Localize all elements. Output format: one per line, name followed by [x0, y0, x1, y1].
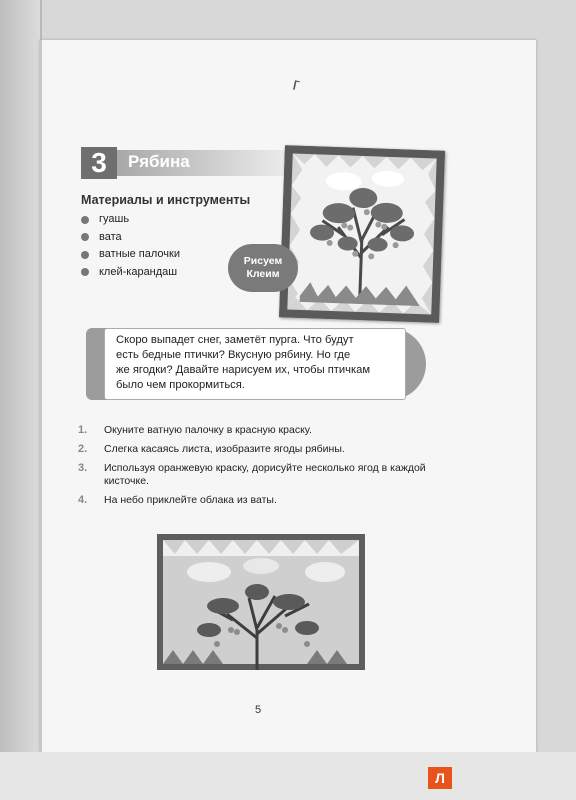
- intro-line: же ягодки? Давайте нарисуем их, чтобы птичкам: [116, 364, 371, 376]
- step-number: 3.: [78, 462, 88, 474]
- lesson-number: 3: [81, 147, 117, 179]
- instruction-steps: [78, 424, 478, 513]
- bullet-icon: [81, 268, 89, 276]
- materials-list: [81, 211, 180, 281]
- step-number: 2.: [78, 443, 88, 455]
- finished-work-photo: [157, 534, 365, 670]
- list-item: [81, 264, 180, 282]
- stray-pen-mark: г: [291, 73, 302, 95]
- step-number: 4.: [78, 494, 88, 506]
- step-text: Используя оранжевую краску, дорисуйте несколько ягод в каждой кисточке.: [104, 462, 426, 487]
- draw-glue-badge: [228, 244, 298, 292]
- material-label: ватные палочки: [99, 248, 180, 260]
- step-item: [78, 443, 478, 456]
- list-item: [81, 211, 180, 229]
- step-text: Окуните ватную палочку в красную краску.: [104, 424, 312, 436]
- step-item: [78, 424, 478, 437]
- page-number: 5: [255, 704, 262, 716]
- intro-text: [116, 333, 396, 393]
- step-item: [78, 494, 478, 507]
- lesson-title: Рябина: [128, 152, 190, 171]
- labirint-logo-icon: Л: [428, 767, 452, 789]
- list-item: [81, 246, 180, 264]
- intro-line: было чем прокормиться.: [116, 379, 245, 391]
- step-item: [78, 462, 478, 488]
- badge-line: Клеим: [246, 268, 280, 280]
- intro-line: есть бедные птички? Вкусную рябину. Но где: [116, 349, 351, 361]
- bullet-icon: [81, 216, 89, 224]
- materials-heading: Материалы и инструменты: [81, 193, 251, 207]
- bullet-icon: [81, 251, 89, 259]
- step-number: 1.: [78, 424, 88, 436]
- step-text: На небо приклейте облака из ваты.: [104, 494, 277, 506]
- badge-line: Рисуем: [243, 255, 283, 267]
- list-item: [81, 229, 180, 247]
- bullet-icon: [81, 233, 89, 241]
- page-edge: [40, 0, 42, 800]
- intro-line: Скоро выпадет снег, заметёт пурга. Что будут: [116, 334, 354, 346]
- rowan-artwork-image: [279, 145, 445, 322]
- material-label: гуашь: [99, 213, 130, 225]
- material-label: клей-карандаш: [99, 265, 178, 278]
- scan-background: [0, 752, 576, 800]
- scan-shadow: [0, 0, 40, 800]
- material-label: вата: [99, 230, 122, 243]
- step-text: Слегка касаясь листа, изобразите ягоды рябины.: [104, 443, 345, 455]
